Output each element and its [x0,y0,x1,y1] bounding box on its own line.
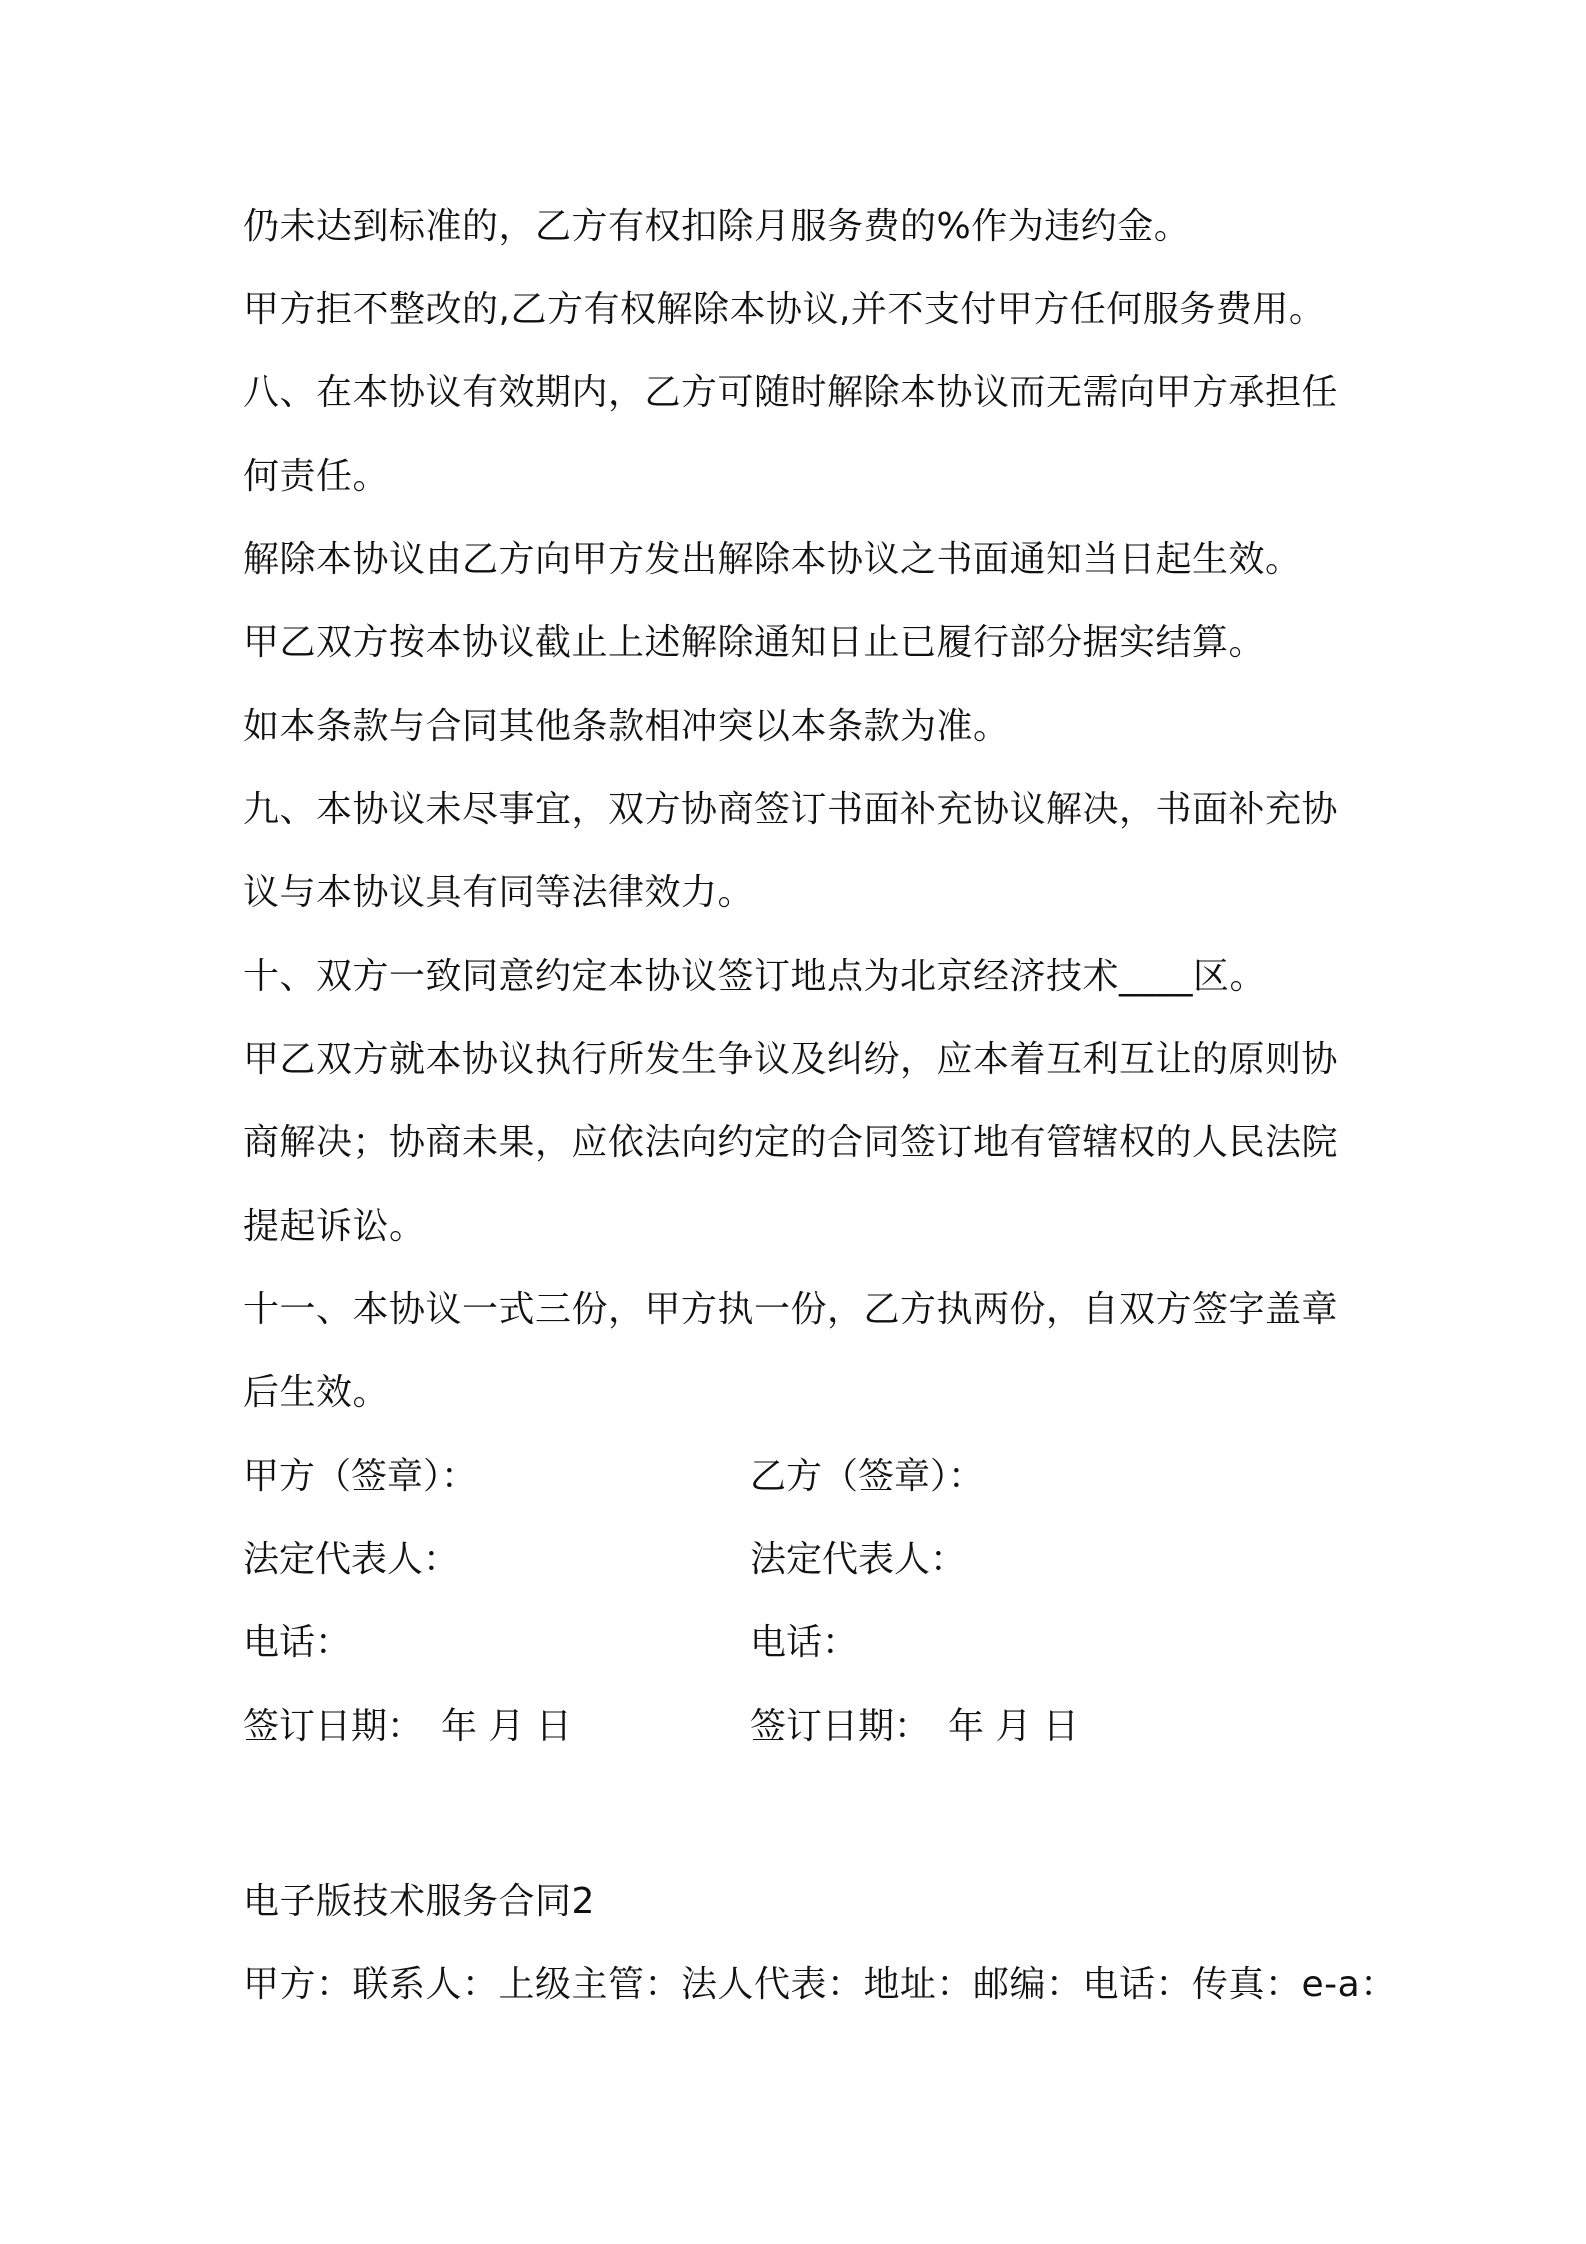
paragraph-line: 后生效。 [243,1372,390,1413]
party-b-seal-label: 乙方（签章）： [750,1456,985,1497]
party-a-phone-label: 电话： [243,1622,352,1663]
paragraph-line: 仍未达到标准的，乙方有权扣除月服务费的%作为违约金。 [243,206,1191,247]
paragraph-line: 解除本协议由乙方向甲方发出解除本协议之书面通知当日起生效。 [243,539,1302,580]
clause-10-line: 十、双方一致同意约定本协议签订地点为北京经济技术____区。 [243,956,1267,997]
next-contract-title: 电子版技术服务合同2 [243,1881,595,1922]
party-b-date-label: 签订日期： 年 月 日 [750,1706,1079,1747]
paragraph-line: 甲乙双方就本协议执行所发生争议及纠纷，应本着互利互让的原则协 [243,1039,1339,1080]
paragraph-line: 如本条款与合同其他条款相冲突以本条款为准。 [243,706,1010,747]
party-b-phone-label: 电话： [750,1622,859,1663]
party-b-representative-label: 法定代表人： [750,1539,967,1580]
clause-11-line: 十一、本协议一式三份，甲方执一份，乙方执两份，自双方签字盖章 [243,1289,1339,1330]
paragraph-line: 甲方拒不整改的,乙方有权解除本协议,并不支付甲方任何服务费用。 [243,289,1326,330]
next-contract-party-line: 甲方：联系人：上级主管：法人代表：地址：邮编：电话：传真：e-a： [243,1964,1397,2005]
paragraph-line: 议与本协议具有同等法律效力。 [243,872,755,913]
paragraph-line: 甲乙双方按本协议截止上述解除通知日止已履行部分据实结算。 [243,622,1266,663]
paragraph-line: 提起诉讼。 [243,1206,426,1247]
clause-8-line: 八、在本协议有效期内，乙方可随时解除本协议而无需向甲方承担任 [243,372,1339,413]
party-a-representative-label: 法定代表人： [243,1539,460,1580]
party-a-date-label: 签订日期： 年 月 日 [243,1706,572,1747]
paragraph-line: 商解决；协商未果，应依法向约定的合同签订地有管辖权的人民法院 [243,1122,1339,1163]
paragraph-line: 何责任。 [243,456,390,497]
clause-9-line: 九、本协议未尽事宜，双方协商签订书面补充协议解决，书面补充协 [243,789,1339,830]
party-a-seal-label: 甲方（签章）： [243,1456,478,1497]
